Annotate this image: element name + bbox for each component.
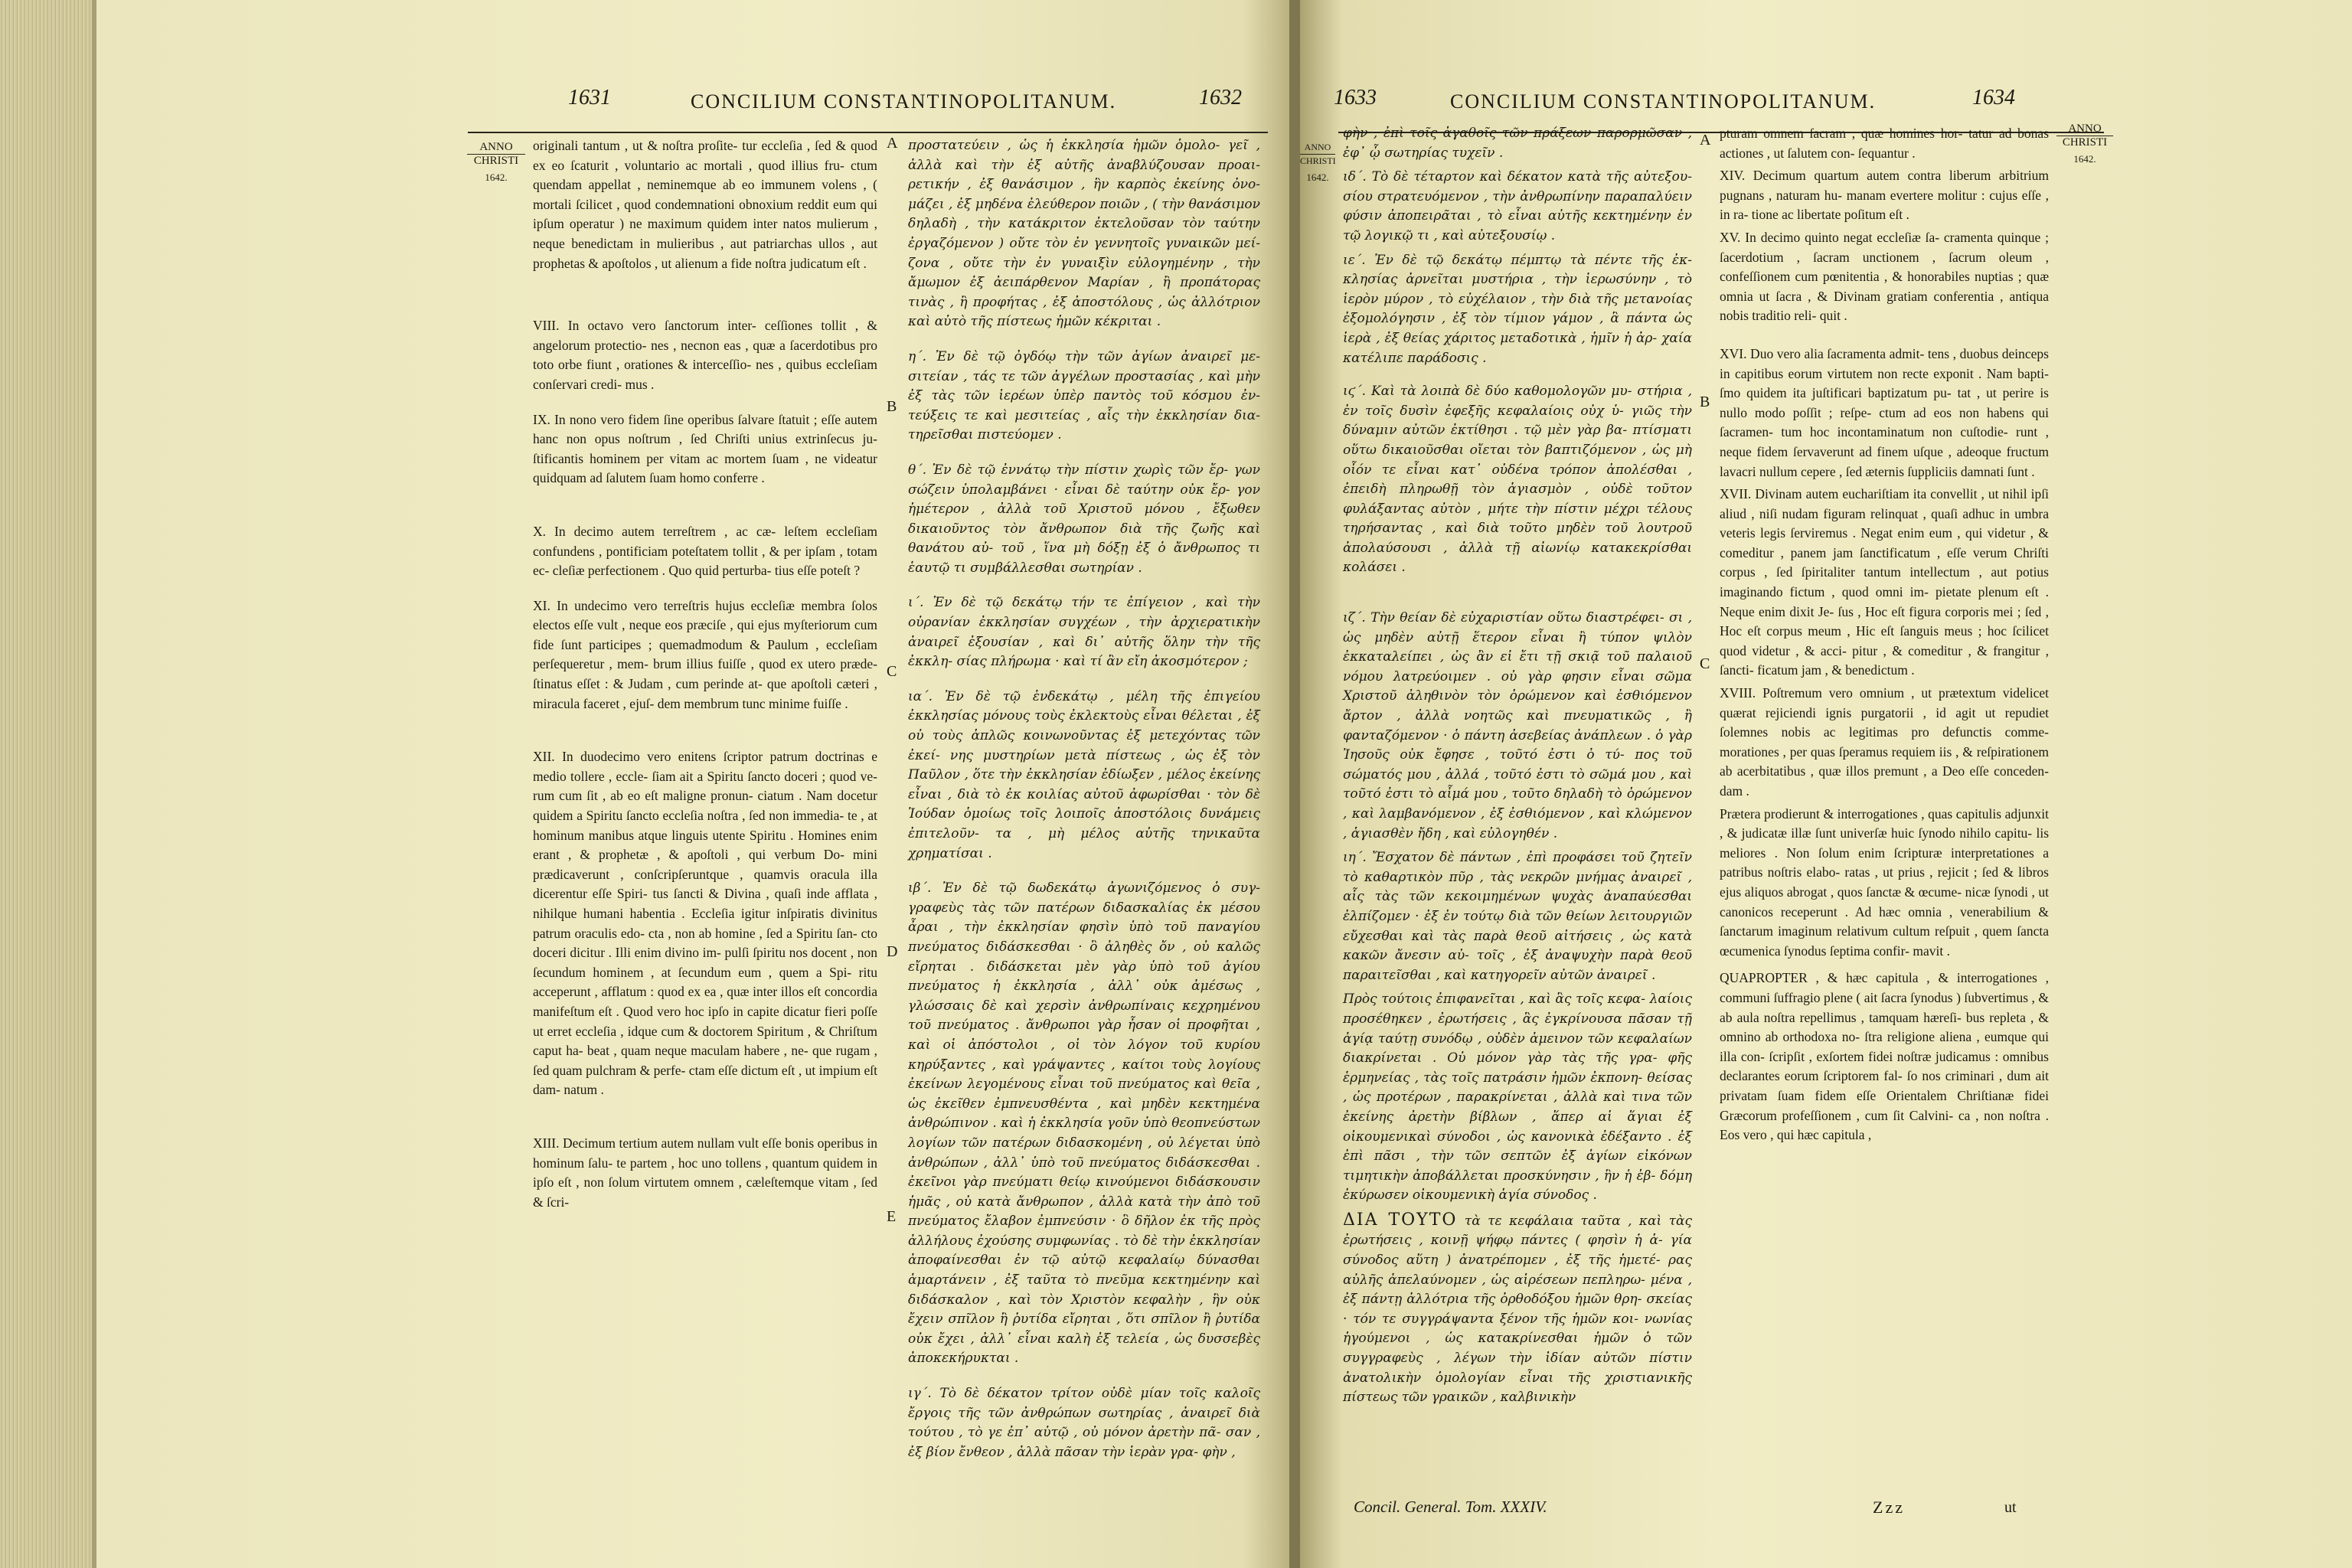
greek-closing-paragraph	[1343, 1210, 1692, 1408]
margin-note-inner	[1300, 141, 1335, 184]
margin-note-year: 1642.	[2073, 153, 2096, 165]
running-head: CONCILIUM CONSTANTINOPOLITANUM.	[1450, 90, 1877, 113]
latin-column	[1720, 124, 2049, 1145]
greek-paragraph: ι΄. Ἐν δὲ τῷ δεκάτῳ τήν τε ἐπίγειον , καὶ τὴν οὐρανίαν ἐκκλησίαν συγχέων , τὴν ἀρχιερατικὴν ἀναιρεῖ ἐξουσίαν , καὶ δι᾽ αὐτῆς ὅλην τὴν τῆς ἐκκλη- σίας πλήρωμα · καὶ τί ἂν εἴη ἀκοσμότερον ;	[908, 595, 1260, 670]
latin-paragraph: XIV. Decimum quartum autem contra liberum arbitrium pugnans , naturam hu- manam evertere molitur : cujus eſſe , in ra- tione ac libertate poſitum eſt .	[1720, 168, 2049, 223]
margin-letter-e: E	[887, 1208, 897, 1225]
latin-paragraph: Prætera prodierunt & interrogationes , quas capitulis adjunxit , & judicatæ illæ ſunt univerſæ huic ſynodo nihilo capitu- lis meliores . Non ſolum enim ſcripturæ interpretationes a patribus noſtris elabo- ratas , ut prius , rejicit ; ſed & libros ejus aliquos abrogat , quos ſanctæ & œcume- nicæ ſynodi , ut canonicos receperunt . Ad hæc omnia , venerabilium & ſanctarum imaginum relativum cultum reſpuit , quem ſancta œcumenica ſynodus ſeptima confir- mavit .	[1720, 805, 2049, 959]
page-edges	[0, 0, 92, 1568]
margin-note-christi: CHRISTI	[2062, 136, 2108, 149]
latin-paragraph: XVI. Duo vero alia ſacramenta admit- tens , duobus deinceps in capitibus eorum virtutem non recte exponit . Nam bapti- ſmo quidem ita juſtificari baptizatum pu- tat , ut perire is nullo modo poſſit ; reſpe- ctum ad eos non habens qui ſacramen- tum hoc incontaminatum non cuſtodie- runt , neque fidem ſervaverunt ad finem uſque , adeoque fructum lavacri nullum cepere , ſed æternis ſuppliciis damnati ſunt .	[1720, 345, 2049, 479]
margin-letter-a: A	[887, 135, 898, 152]
latin-paragraph: IX. In nono vero fidem ſine operibus ſalvare ſtatuit ; eſſe autem hanc non opus noſtrum , ſed Chriſti unius extrinſecus ju- ſtificantis hominem per vitam ac mortem ſuam , ne videatur quidquam ad ſalutem ſuam homo conferre .	[533, 411, 877, 486]
head-rule	[468, 132, 1268, 133]
greek-paragraph: ιζ΄. Τὴν θείαν δὲ εὐχαριστίαν οὕτω διαστρέφει- σι , ὡς μηδὲν αὐτῇ ἕτερον εἶναι ἢ τύπον ψιλὸν ἐκκαταλείπει , ὡς ἂν εἰ ἔτι τῇ σκιᾷ τοῦ παλαιοῦ νόμου λατρεύοιμεν . οὐ γὰρ φησιν εἶναι σῶμα Χριστοῦ ἀληθινὸν τὸν ὁρώμενον καὶ ἐσθιόμενον ἄρτον , ἀλλὰ νοητῶς καὶ πνευματικῶς , ἢ φανταζόμενον · ὁ πάντη ἀσεβείας ἀνάπλεων . ὁ γὰρ Ἰησοῦς οὐκ ἔφησε , τοῦτό ἐστι ὁ τύ- πος τοῦ σώματός μου , ἀλλά , τοῦτό ἐστι τὸ σῶμά μου , καὶ τοῦτό ἐστι τὸ αἷμά μου , τοῦτο δηλαδὴ τὸ ὁρώμενον , καὶ λαμβανόμενον , ἐξ ἐσθιόμενον , καὶ κλώμενον , ἁγιασθὲν ἤδη , καὶ εὐλογηθέν .	[1343, 610, 1692, 841]
greek-heading: ΔΙΑ ΤΟΥΤΟ	[1343, 1210, 1458, 1230]
latin-paragraph: originali tantum , ut & noſtra proſite- tur eccleſia , ſed & quod ex eo ſcaturit , voluntario ac mortali , quod illius fru- ctum quendam appellat , neminemque ab eo immunem volens , ( mortali ſcilicet , quod condemnationi obnoxium reddit eum qui ipſum operatur ) ne maximum quidem inter natos mulierum , neque benedictam in mulieribus , aut patriarchas ullos , aut prophetas & apoſtolos , ut alienum a fide noſtra judicatum eſt .	[533, 138, 877, 271]
running-head: CONCILIUM CONSTANTINOPOLITANUM.	[691, 90, 1117, 113]
margin-note-anno: ANNO	[467, 141, 525, 155]
margin-note-anno: ANNO	[2056, 122, 2113, 136]
greek-closing-text: τὰ τε κεφάλαια ταῦτα , καὶ τὰς ἐρωτήσεις , κοινῇ ψήφῳ πάντες ( φησὶν ἡ ἁ- γία σύνοδος αὕτη ) ἀνατρέπομεν , ἐξ τῆς ἡμετέ- ρας αὐλῆς ἀπελαύνομεν , ὡς αἱρέσεων πεπληρω- μένα , ἐξ πάντῃ ἀλλότρια τῆς ὀρθοδόξου ἡμῶν θρη- σκείας · τόν τε συγγράψαντα ξένον τῆς ἡμῶν κοι- νωνίας ἡγούμενοι , ὡς κατακρίνεσθαι ἡμῶν ὁ τῶν συγγραφεὺς , λέγων τὴν ἰδίαν αὐτῶν πίστιν ἀνατολικὴν ὁμολογίαν εἶναι τῆς χριστιανικῆς πίστεως τῶν γραικῶν , καλβινικὴν	[1343, 1213, 1692, 1406]
latin-paragraph: XV. In decimo quinto negat eccleſiæ ſa- cramenta quinque ; ſacerdotium , ſacram unctionem , ſacrum oleum , confeſſionem cum pœnitentia , & honorabiles nuptias ; quæ omnia ut ſacra , & Divinam gratiam conferentia , antiqua nobis traditio reli- quit .	[1720, 229, 2049, 324]
latin-paragraph: XVIII. Poſtremum vero omnium , ut prætextum videlicet quærat rejiciendi ignis purgatorii , id agit ut repudiet ſolemnes nobis ac legitimas pro defunctis comme- morationes , per quas ſperamus requiem iis , & reſpirationem ab acerbitatibus , quæ illos premunt , a Deo eſſe conceden- dam .	[1720, 685, 2049, 799]
margin-letter-c: C	[1700, 655, 1710, 672]
greek-paragraph: ιβ΄. Ἐν δὲ τῷ δωδεκάτῳ ἀγωνιζόμενος ὁ συγ- γραφεὺς τὰς τῶν πατέρων διδασκαλίας ἐκ μέσου ἆραι , τὴν ἐκκλησίαν φησὶν ὑπὸ τοῦ παναγίου πνεύματος διδάσκεσθαι · ὃ ἀληθὲς ὄν , οὐ καλῶς εἴρηται . διδάσκεται μὲν γὰρ ὑπὸ τοῦ ἁγίου πνεύματος ἡ ἐκκλησία , ἀλλ᾽ οὐκ ἀμέσως , γλώσσαις δὲ καὶ χερσὶν ἀνθρωπίναις κεχρημένου τοῦ πνεύματος . ἄνθρωποι γὰρ ἦσαν οἱ προφῆται , καὶ οἱ ἀπόστολοι , οἱ τὸν λόγον τοῦ κυρίου κηρύξαντες , καὶ γράψαντες , καίτοι τοὺς λογίους ἐκείνων λεγομένους εἶναι τοῦ πνεύματος καὶ θεῖα , ὡς ἐκεῖθεν ἐμπνευσθέντα , καὶ μηδὲν κεκτημένα ἀνθρώπινον . καὶ ἡ ἐκκλησία γοῦν ὑπὸ θεοπνεύστων λογίων τῶν πατέρων διδασκομένη , οὐ λέγεται ὑπὸ ἀνθρώπων , ἀλλ᾽ ὑπὸ τοῦ πνεύματος διδάσκεσθαι . ἐκεῖνοι γὰρ πνεύματι θείῳ κινούμενοι διδάσκουσιν ἡμᾶς , οὐ κατὰ ἄνθρωπον , ἀλλὰ κατὰ τὴν ἀπὸ τοῦ πνεύματος ἔλαβον ἐμπνεύσιν · ὃ δῆλον ἐκ τῆς πρὸς ἀλλήλους ἐχούσης συμφωνίας . τὸ δὲ τὴν ἐκκλησίαν ἀποφαίνεσθαι ἐν τῷ αὐτῷ κεφαλαίῳ δύνασθαι ἁμαρτάνειν , ἐξ ταῦτα τὸ πνεῦμα κεκτημένην καὶ διδάσκαλον , καὶ τὸν Χριστὸν κεφαλὴν , ἣν οὐκ ἔχειν σπῖλον ἢ ῥυτίδα εἴρηται , ὅτι σπῖλον ἢ ῥυτίδα οὐκ ἔχει , ἀλλ᾽ εἶναι καλὴ ἐξ τελεία , ὡς δυσσεβὲς ἀποκεκήρυκται .	[908, 880, 1260, 1367]
page-number-left: 1631	[568, 86, 611, 109]
margin-note-inner-christi: CHRISTI	[1300, 155, 1336, 166]
latin-paragraph: XVII. Divinam autem euchariſtiam ita convellit , ut nihil ipſi aliud , niſi nudam figuram relinquat , quaſi adhuc in umbra veteris legis ſerviremus . Negat enim eum , qui videtur , & comeditur , panem jam ſanctificatum , eſſe verum Chriſti corpus , ſed ſpiritaliter tantum intellectum , aut potius imaginando fictum , quod omni im- pietate plenum eſt . Neque enim dixit Je- ſus , Hoc eſt figura corporis mei ; ſed , Hoc eſt corpus meum , Hic eſt ſanguis meus ; hoc ſcilicet quod videtur , & acci- pitur , & comeditur , & frangitur , ſancti- ficatum jam , & benedictum .	[1720, 486, 2049, 678]
margin-note-inner-anno: ANNO	[1300, 141, 1335, 155]
greek-paragraph: προστατεύειν , ὡς ἡ ἐκκλησία ἡμῶν ὁμολο- γεῖ , ἀλλὰ καὶ τὴν ἐξ αὐτῆς ἀναβλύζουσαν προαι- ρετικήν , ἐξ θανάσιμον , ἣν καρπὸς ἐκείνης ὀνο- μάζει , ἐξ μηδένα ἐλεύθερον ποιῶν , ( τὴν θανάσιμον δηλαδὴ , τὴν κατάκριτον ἐκτελοῦσαν τὸν ταύτην ἐργαζόμενον ) οὔτε τὸν ἐν γεννητοῖς γυναικῶν μεί- ζονα , οὔτε τὴν ἐν γυναιξὶν εὐλογημένην , τὴν ἄμωμον ἐξ ἀειπάρθενον Μαρίαν , ἢ προπάτορας τινὰς , ἢ προφήτας , ἐξ ἀποστόλους , ὡς ἀλλότριον καὶ αὐτὸ τῆς πίστεως ἡμῶν κέκριται .	[908, 138, 1260, 330]
latin-paragraph: pturam omnem ſacram , quæ homines hor- tatur ad bonas actiones , ut ſalutem con- ſequantur .	[1720, 126, 2049, 161]
latin-paragraph: XIII. Decimum tertium autem nullam vult eſſe bonis operibus in hominum ſalu- te partem , hoc uno tollens , quantum quidem in ipſo eſt , non ſolum virtutem omnem , cæleſtemque vitam , ſed & ſcri-	[533, 1135, 877, 1210]
signature-mark: Zzz	[1873, 1498, 1905, 1517]
left-page	[96, 0, 1291, 1568]
latin-paragraph: VIII. In octavo vero ſanctorum inter- ceſſiones tollit , & angelorum protectio- nes , necnon eas , quæ a ſacerdotibus pro toto orbe fiunt , orationes & interceſſio- nes , quibus eccleſiam conſervari credi- mus .	[533, 318, 877, 392]
margin-letter-d: D	[887, 943, 898, 960]
greek-paragraph: θ΄. Ἐν δὲ τῷ ἐννάτῳ τὴν πίστιν χωρὶς τῶν ἔρ- γων σώζειν ὑπολαμβάνει · εἶναι δὲ ταύτην οὐκ ἔρ- γον ἡμέτερον , ἀλλὰ τοῦ Χριστοῦ μόνου , ἔξωθεν δικαιοῦντος τὸν ἄνθρωπον διὰ τῆς ζωῆς καὶ θανάτου αὐ- τοῦ , ἵνα μὴ δόξῃ ἐξ ὁ ἄνθρωπος τι ἑαυτῷ τι συμβάλλεσθαι σωτηρίαν .	[908, 462, 1260, 576]
greek-paragraph: ιϛ΄. Καὶ τὰ λοιπὰ δὲ δύο καθομολογῶν μυ- στήρια , ἐν τοῖς δυσὶν ἐφεξῆς κεφαλαίοις οὐχ ὑ- γιῶς τὴν δύναμιν αὐτῶν ἐκτίθησι . τῷ μὲν γὰρ βα- πτίσματι οὕτω δικαιοῦσθαι οἴεται τὸν βαπτιζόμενον , ὡς μὴ οἷόν τε εἶναι κατ᾽ οὐδένα τρόπον ἀπολέσθαι , ἐπειδὴ πληρωθῇ τὸν ἁγιασμὸν , οὐδὲ τοῦτον φυλάξαντας αὐτὸν , μήτε τὴν πίστιν μέχρι τέλους τηρήσαντας , καὶ διὰ τοῦτο μηδὲν τοῦ λουτροῦ ἀπολαύσουσι , ἀλλὰ τῇ αἰωνίῳ κατακεκρίσθαι κολάσει .	[1343, 384, 1692, 576]
greek-paragraph: η΄. Ἐν δὲ τῷ ὀγδόῳ τὴν τῶν ἁγίων ἀναιρεῖ με- σιτείαν , τάς τε τῶν ἀγγέλων προστασίας , καὶ μὴν ἐξ τὰς τῶν ἱερέων ὑπὲρ παντὸς τοῦ κόσμου ἐν- τεύξεις τε καὶ μεσιτείας , αἷς τὴν ἐκκλησίαν δια- τηρεῖσθαι πιστεύομεν .	[908, 348, 1260, 443]
latin-paragraph: QUAPROPTER , & hæc capitula , & interrogationes , communi ſuffragio plene ( ait ſacra ſynodus ) ſubvertimus , & ab aula noſtra repellimus , tamquam hæreſi- bus repleta , & omnino ab orthodoxa no- ſtra religione aliena , eumque qui illa con- ſcripſit , exſortem fidei noſtræ judicamus : omnibus declarantes eorum ſcriptorem fal- ſo nos criminari , dum ait privatam ſuam fidem eſſe Orientalem Chriſtianæ fidei Græcorum profeſſionem , cum ſit Calvini- ca , non noſtra . Eos vero , qui hæc capitula ,	[1720, 970, 2049, 1143]
greek-column	[1343, 124, 1692, 1408]
page-number-right: 1634	[1972, 86, 2015, 109]
margin-note	[467, 141, 525, 184]
latin-paragraph: XII. In duodecimo vero enitens ſcriptor patrum doctrinas e medio tollere , eccle- ſiam ait a Spiritu ſancto doceri ; quod ve- rum cum ſit , ab eo eſt maligne pronun- ciatum . Nam docetur quidem a Spiritu ſancto eccleſia noſtra , ſed non immedia- te , at hominum manibus atque linguis utente Spiritu . Homines enim erant , & prophetæ , & apoſtoli , qui verbum Do- mini prædicaverunt , conſcripſeruntque , quamvis oracula illa dicerentur eſſe Spiri- tus ſancti & Divina , quaſi inde afflata , nihilque humani habentia . Eccleſia igitur inſpiratis divinitus patrum oraculis edo- cta , non ab homine , ſed a Spiritu ſan- cto doceri dicitur . Illi enim divino im- pulſi ſpiritu nos docent , non ſecundum hominem , at ſecundum eum , quem a Spi- ritu acceperunt , afflatum : quod ex ea , quæ inter illos eſt concordia manifeſtum eſt . Quod vero hoc ipſo in capite dicatur fieri poſſe ut erret eccleſia , idque cum & doctorem Spiritum , & Chriſtum caput ha- beat , quam neque maculam habere , ne- que rugam , ſed quam pulchram & perfe- ctam eſſe dictum eſt , ut impium eſt dam- natum .	[533, 749, 877, 1098]
greek-paragraph: ιδ΄. Τὸ δὲ τέταρτον καὶ δέκατον κατὰ τῆς αὐτεξου- σίου στρατευόμενον , τὴν ἀνθρωπίνην παραπαλύειν φύσιν ἀποπειρᾶται , τὸ εἶναι αὐτῆς κεκτημένην ἐν τῷ λογικῷ τι , καὶ αὐτεξουσίῳ .	[1343, 169, 1692, 243]
greek-paragraph: ια΄. Ἐν δὲ τῷ ἑνδεκάτῳ , μέλη τῆς ἐπιγείου ἐκκλησίας μόνους τοὺς ἐκλεκτοὺς εἶναι θέλεται , ἐξ οὐ τοὺς ἁπλῶς κοινωνοῦντας ἐξ μετεχόντας τῶν ἐκεί- νης μυστηρίων μετὰ πίστεως , ὡς ἐξ τὸν Παῦλον , ὅτε τὴν ἐκκλησίαν ἐδίωξεν , μέλος ἐκείνης εἶναι , διὰ τὸ ἐκ κοιλίας αὐτοῦ ἀφωρίσθαι · τὸν δὲ Ἰούδαν ὁμοίως τοῖς λοιποῖς ἀποστόλοις δυνάμεις ἐπιτελοῦν- τα , μὴ μέλος αὐτῆς τηνικαῦτα χρηματίσαι .	[908, 688, 1260, 861]
margin-note-christi: CHRISTI	[473, 155, 519, 167]
margin-letter-b: B	[887, 398, 897, 415]
latin-paragraph: X. In decimo autem terreſtrem , ac cæ- leſtem eccleſiam confundens , pontificiam poteſtatem tollit , & per ipſam , totam ec- cleſiæ perfectionem . Quo quid perturba- tius eſſe poteſt ?	[533, 523, 877, 579]
margin-note	[2056, 122, 2113, 165]
margin-note-year: 1642.	[485, 172, 508, 183]
greek-paragraph: ιε΄. Ἐν δὲ τῷ δεκάτῳ πέμπτῳ τὰ πέντε τῆς ἐκ- κλησίας ἀρνεῖται μυστήρια , τὴν ἱερωσύνην , τὸ ἱερὸν μύρον , τὸ εὐχέλαιον , τὴν διὰ τῆς μετανοίας ἐξομολόγησιν , ἐξ τὸν τίμιον γάμον , ἃ πάντα ὡς ἱερὰ , ἐξ θείας χάριτος μεταδοτικὰ , ἡμῖν ἡ ἀρ- χαία κατέλιπε παράδοσις .	[1343, 252, 1692, 366]
greek-paragraph: ιγ΄. Τὸ δὲ δέκατον τρίτον οὐδὲ μίαν τοῖς καλοῖς ἔργοις τῆς τῶν ἀνθρώπων σωτηρίας , ἀναιρεῖ διὰ τούτου , τὸ γε ἐπ᾽ αὐτῷ , οὐ μόνον ἀρετὴν πᾶ- σαν , ἐξ βίον ἔνθεον , ἀλλὰ πᾶσαν τὴν ἱερὰν γρα- φὴν ,	[908, 1386, 1260, 1460]
catchword: ut	[2004, 1499, 2017, 1516]
margin-letter-b: B	[1700, 394, 1710, 410]
right-page	[1300, 0, 2352, 1568]
page-number-left: 1633	[1334, 86, 1377, 109]
greek-paragraph: ιη΄. Ἔσχατον δὲ πάντων , ἐπὶ προφάσει τοῦ ζητεῖν τὸ καθαρτικὸν πῦρ , τὰς νεκρῶν μνήμας ἀναιρεῖ , αἷς τὰς τῶν κεκοιμημένων ψυχὰς ἀναπαύεσθαι ἐλπίζομεν · ἐξ ἐν τούτῳ διὰ τῶν θείων λειτουργιῶν εὔχεσθαι καὶ τὰς παρὰ θεοῦ αἰτήσεις , ὡς κατὰ κακῶν ἄνεσιν αὐ- τοῖς , ἐξ ἀναψυχὴν παρὰ θεοῦ παραιτεῖσθαι , καὶ κατηγορεῖν αὐτῶν ἀναιρεῖ .	[1343, 850, 1692, 983]
margin-letter-c: C	[887, 663, 897, 680]
volume-signature: Concil. General. Tom. XXXIV.	[1354, 1498, 1547, 1516]
greek-column	[908, 136, 1260, 1478]
greek-paragraph: Πρὸς τούτοις ἐπιφανεῖται , καὶ ἃς τοῖς κεφα- λαίοις προσέθηκεν , ἐρωτήσεις , ἃς ἐγκρίνουσα πᾶσαν τῇ ἁγίᾳ ταύτῃ συνόδῳ , οὐδὲν ἀμεινον τῶν κεφαλαίων διακρίνεται . Οὐ μόνον γὰρ τὰς τῆς γρα- φῆς ἑρμηνείας , τὰς τοῖς πατράσιν ἡμῶν ἐκπονη- θείσας , ὡς προτέρων , παρακρίνεται , ἀλλὰ καὶ τινα τῶν ἐκείνης ἀρετὴν βίβλων , ἅπερ αἱ ἅγιαι ἐξ οἰκουμενικαὶ σύνοδοι , ὡς κανονικὰ ἐδέξαντο . ἐξ ἐπὶ πᾶσι , τὴν τῶν σεπτῶν ἐξ ἁγίων εἰκόνων τιμητικὴν ἀποβάλλεται προσκύνησιν , ἣν ἡ ἑβ- δόμη ἐκύρωσεν οἰκουμενικὴ ἁγία σύνοδος .	[1343, 991, 1692, 1204]
latin-paragraph: XI. In undecimo vero terreſtris hujus eccleſiæ membra ſolos electos eſſe vult , neque eos præciſe , qui ejus myſteriorum cum fide ſunt participes ; quemadmodum & Paulum , eccleſiam perſequeretur , mem- brum illius fuiſſe , quod ex utero præde- ſtinatus eſſet : & Judam , cum perinde at- que apoſtoli cæteri , miracula faceret , ejuſ- dem membrum tunc minime fuiſſe .	[533, 597, 877, 711]
margin-letter-a: A	[1700, 132, 1711, 149]
page-number-right: 1632	[1199, 86, 1242, 109]
margin-note-inner-year: 1642.	[1306, 172, 1329, 183]
latin-column	[533, 136, 877, 1227]
greek-paragraph: φὴν , ἐπὶ τοῖς ἀγαθοῖς τῶν πράξεων παρορμῶσαν , ἐφ᾽ ᾧ σωτηρίας τυχεῖν .	[1343, 126, 1692, 161]
